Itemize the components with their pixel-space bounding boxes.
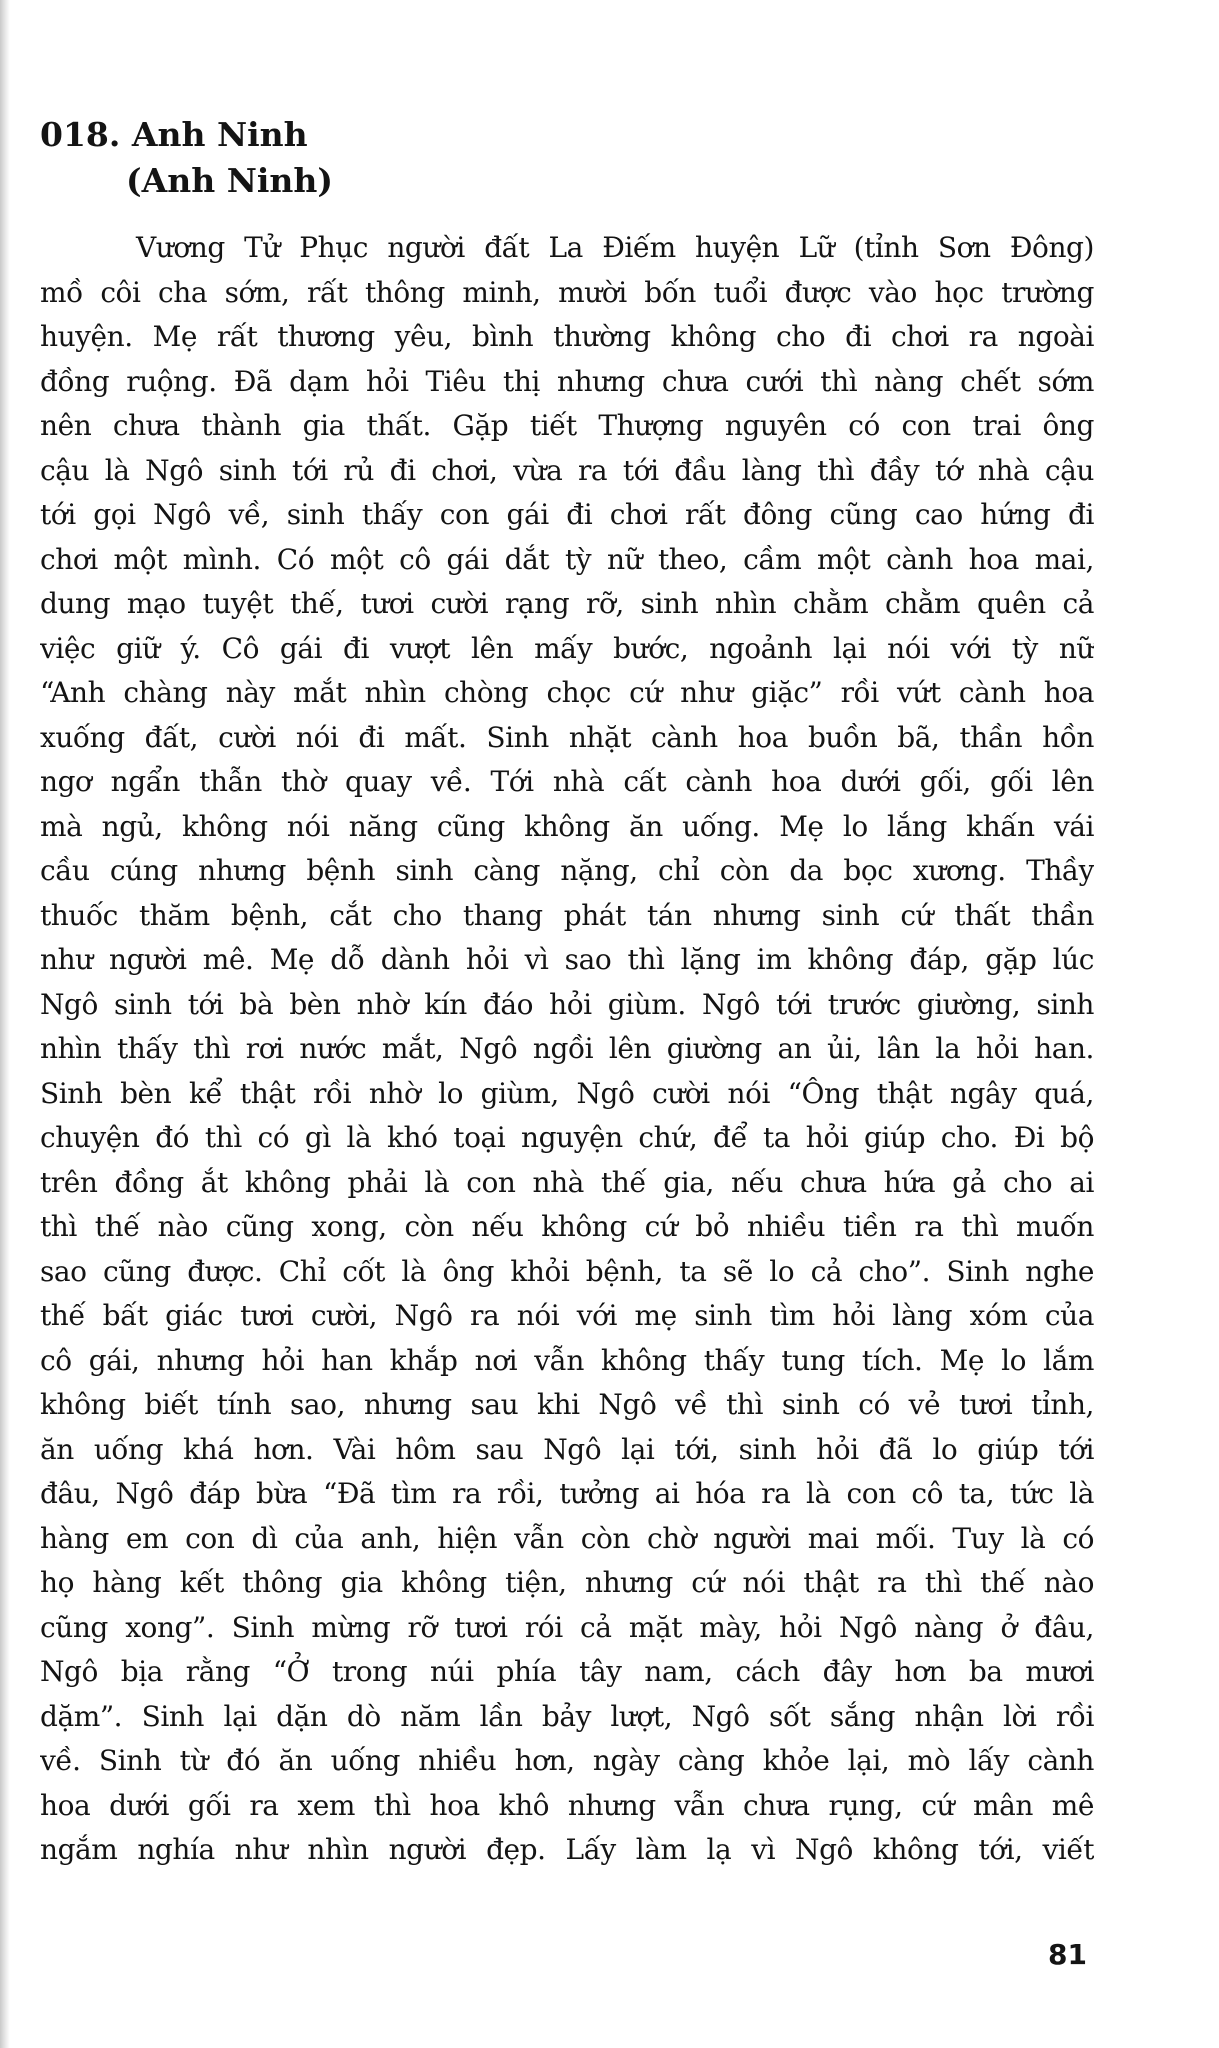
text-line: cậu là Ngô sinh tới rủ đi chơi, vừa ra tới đầu làng thì đầy tớ nhà cậu: [40, 453, 1094, 487]
story-title: 018. Anh Ninh: [40, 115, 308, 154]
text-line: huyện. Mẹ rất thương yêu, bình thường không cho đi chơi ra ngoài: [40, 320, 1094, 353]
text-line: ngơ ngẩn thẫn thờ quay về. Tới nhà cất cành hoa dưới gối, gối lên: [40, 765, 1094, 798]
text-line: “Anh chàng này mắt nhìn chòng chọc cứ như giặc” rồi vứt cành hoa: [40, 676, 1094, 709]
story-paragraph: [40, 226, 1094, 1873]
text-line: về. Sinh từ đó ăn uống nhiều hơn, ngày càng khỏe lại, mò lấy cành: [40, 1744, 1094, 1777]
text-line: mà ngủ, không nói năng cũng không ăn uống. Mẹ lo lắng khấn vái: [40, 809, 1094, 843]
text-line: đồng ruộng. Đã dạm hỏi Tiêu thị nhưng chưa cưới thì nàng chết sớm: [40, 364, 1094, 398]
page-number: 81: [1048, 1938, 1087, 1971]
text-line: hàng em con dì của anh, hiện vẫn còn chờ người mai mối. Tuy là có: [40, 1521, 1094, 1555]
text-line: chơi một mình. Có một cô gái dắt tỳ nữ theo, cầm một cành hoa mai,: [40, 542, 1094, 576]
text-line: nhìn thấy thì rơi nước mắt, Ngô ngồi lên giường an ủi, lân la hỏi han.: [40, 1032, 1094, 1065]
page-binding-edge: [0, 0, 10, 2048]
text-line: ngắm nghía như nhìn người đẹp. Lấy làm lạ vì Ngô không tới, viết: [40, 1833, 1094, 1866]
text-line: Ngô bịa rằng “Ở trong núi phía tây nam, cách đây hơn ba mươi: [40, 1655, 1094, 1688]
text-line: chuyện đó thì có gì là khó toại nguyện chứ, để ta hỏi giúp cho. Đi bộ: [40, 1121, 1094, 1154]
text-line: thế bất giác tươi cười, Ngô ra nói với mẹ sinh tìm hỏi làng xóm của: [40, 1299, 1094, 1332]
page-content: [40, 112, 1094, 1873]
text-line: cô gái, nhưng hỏi han khắp nơi vẫn không thấy tung tích. Mẹ lo lắm: [40, 1343, 1094, 1377]
story-subtitle: (Anh Ninh): [126, 161, 333, 200]
text-line: Sinh bèn kể thật rồi nhờ lo giùm, Ngô cười nói “Ông thật ngây quá,: [40, 1076, 1094, 1110]
text-line: cũng xong”. Sinh mừng rỡ tươi rói cả mặt mày, hỏi Ngô nàng ở đâu,: [40, 1610, 1094, 1644]
text-line: việc giữ ý. Cô gái đi vượt lên mấy bước, ngoảnh lại nói với tỳ nữ: [40, 631, 1094, 665]
text-line: trên đồng ắt không phải là con nhà thế gia, nếu chưa hứa gả cho ai: [40, 1165, 1094, 1199]
text-line: Ngô sinh tới bà bèn nhờ kín đáo hỏi giùm. Ngô tới trước giường, sinh: [40, 987, 1094, 1021]
text-line: sao cũng được. Chỉ cốt là ông khỏi bệnh, ta sẽ lo cả cho”. Sinh nghe: [40, 1254, 1094, 1288]
text-line: thì thế nào cũng xong, còn nếu không cứ bỏ nhiều tiền ra thì muốn: [40, 1210, 1094, 1243]
text-line: thuốc thăm bệnh, cắt cho thang phát tán nhưng sinh cứ thất thần: [40, 898, 1094, 932]
text-line: dung mạo tuyệt thế, tươi cười rạng rỡ, sinh nhìn chằm chằm quên cả: [40, 587, 1094, 620]
text-line: không biết tính sao, nhưng sau khi Ngô về thì sinh có vẻ tươi tỉnh,: [40, 1388, 1094, 1421]
text-line: cầu cúng nhưng bệnh sinh càng nặng, chỉ còn da bọc xương. Thầy: [40, 854, 1094, 887]
text-line: nên chưa thành gia thất. Gặp tiết Thượng nguyên có con trai ông: [40, 409, 1094, 442]
text-line: dặm”. Sinh lại dặn dò năm lần bảy lượt, Ngô sốt sắng nhận lời rồi: [40, 1699, 1094, 1733]
text-line: hoa dưới gối ra xem thì hoa khô nhưng vẫn chưa rụng, cứ mân mê: [40, 1788, 1094, 1822]
text-line: ăn uống khá hơn. Vài hôm sau Ngô lại tới, sinh hỏi đã lo giúp tới: [40, 1432, 1094, 1466]
text-line: Vương Tử Phục người đất La Điếm huyện Lữ (tỉnh Sơn Đông): [136, 231, 1094, 264]
text-line: tới gọi Ngô về, sinh thấy con gái đi chơi rất đông cũng cao hứng đi: [40, 498, 1094, 531]
text-line: xuống đất, cười nói đi mất. Sinh nhặt cành hoa buồn bã, thần hồn: [40, 720, 1094, 754]
text-line: họ hàng kết thông gia không tiện, nhưng cứ nói thật ra thì thế nào: [40, 1566, 1094, 1599]
text-line: như người mê. Mẹ dỗ dành hỏi vì sao thì lặng im không đáp, gặp lúc: [40, 943, 1094, 976]
text-line: mồ côi cha sớm, rất thông minh, mười bốn tuổi được vào học trường: [40, 275, 1094, 309]
text-line: đâu, Ngô đáp bừa “Đã tìm ra rồi, tưởng ai hóa ra là con cô ta, tức là: [40, 1477, 1094, 1510]
